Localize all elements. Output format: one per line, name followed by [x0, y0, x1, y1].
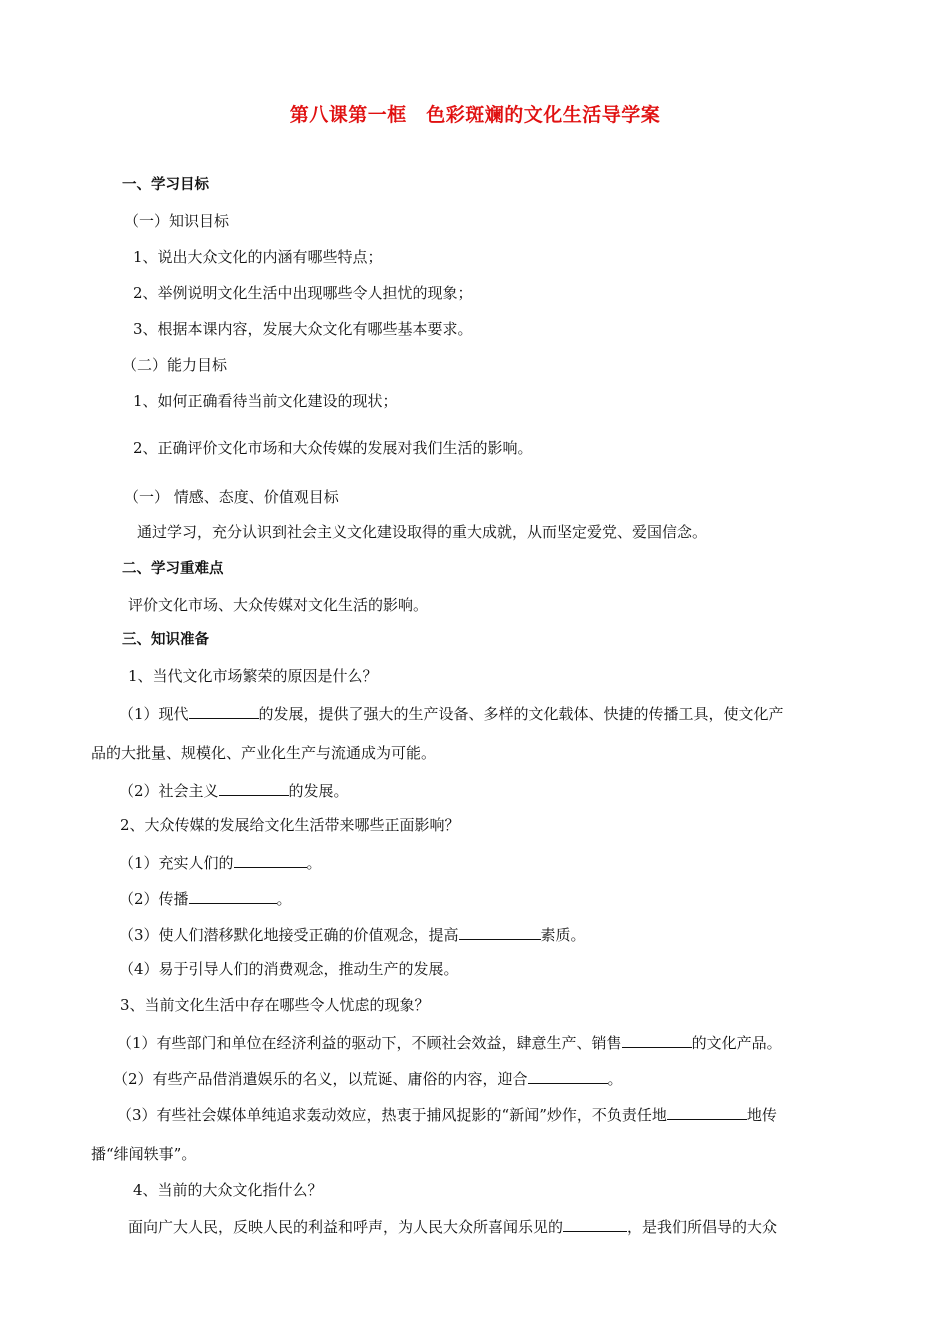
question-3-item-2: （2）有些产品借消遣娱乐的名义，以荒诞、庸俗的内容，迎合 。	[113, 1067, 623, 1089]
ability-goal-1: 1、如何正确看待当前文化建设的现状；	[133, 392, 398, 410]
subheading-knowledge-goals: （一）知识目标	[124, 212, 230, 230]
subheading-ability-goals: （二）能力目标	[122, 356, 228, 374]
key-points-text: 评价文化市场、大众传媒对文化生活的影响。	[128, 596, 429, 614]
knowledge-goal-1: 1、说出大众文化的内涵有哪些特点；	[133, 248, 383, 266]
ability-goal-2: 2、正确评价文化市场和大众传媒的发展对我们生活的影响。	[133, 439, 533, 457]
fill-blank	[459, 923, 541, 940]
fill-blank	[622, 1031, 692, 1048]
question-3-item-3: （3）有些社会媒体单纯追求轰动效应，热衷于捕风捉影的“新闻”炒作，不负责任地 地传	[117, 1103, 777, 1125]
question-2-item-1: （1）充实人们的 。	[119, 851, 322, 873]
fill-blank	[528, 1067, 608, 1084]
question-2: 2、大众传媒的发展给文化生活带来哪些正面影响？	[120, 816, 460, 834]
fill-blank	[234, 851, 307, 868]
fill-blank	[189, 887, 277, 904]
question-1-item-1-cont: 品的大批量、规模化、产业化生产与流通成为可能。	[91, 744, 437, 762]
question-2-item-4: （4）易于引导人们的消费观念，推动生产的发展。	[119, 960, 459, 978]
question-3-item-1: （1）有些部门和单位在经济利益的驱动下，不顾社会效益，肆意生产、销售 的文化产品。	[117, 1031, 782, 1053]
page-title: 第八课第一框 色彩斑斓的文化生活导学案	[289, 104, 661, 126]
section-heading-key-points: 二、学习重难点	[122, 561, 224, 577]
question-3-item-3-cont: 播“绯闻轶事”。	[91, 1145, 197, 1163]
fill-blank	[563, 1215, 627, 1232]
question-3: 3、当前文化生活中存在哪些令人忧虑的现象？	[120, 996, 430, 1014]
question-2-item-2: （2）传播 。	[119, 887, 292, 909]
knowledge-goal-2: 2、举例说明文化生活中出现哪些令人担忧的现象；	[133, 284, 473, 302]
question-1-item-2: （2）社会主义 的发展。	[119, 779, 349, 801]
question-4: 4、当前的大众文化指什么？	[133, 1181, 323, 1199]
subheading-emotion-goals: （一） 情感、态度、价值观目标	[124, 488, 339, 506]
question-1: 1、当代文化市场繁荣的原因是什么？	[128, 667, 378, 685]
fill-blank	[189, 702, 259, 719]
fill-blank	[219, 779, 289, 796]
question-1-item-1: （1）现代 的发展，提供了强大的生产设备、多样的文化载体、快捷的传播工具，使文化产	[119, 702, 784, 724]
section-heading-learning-goals: 一、学习目标	[122, 177, 209, 193]
fill-blank	[667, 1103, 747, 1120]
section-heading-knowledge-prep: 三、知识准备	[122, 632, 209, 648]
emotion-goal-text: 通过学习，充分认识到社会主义文化建设取得的重大成就，从而坚定爱党、爱国信念。	[137, 523, 708, 541]
question-4-item-1: 面向广大人民，反映人民的利益和呼声，为人民大众所喜闻乐见的 ，是我们所倡导的大众	[128, 1215, 777, 1237]
question-2-item-3: （3）使人们潜移默化地接受正确的价值观念，提高 素质。	[119, 923, 586, 945]
knowledge-goal-3: 3、根据本课内容，发展大众文化有哪些基本要求。	[133, 320, 473, 338]
